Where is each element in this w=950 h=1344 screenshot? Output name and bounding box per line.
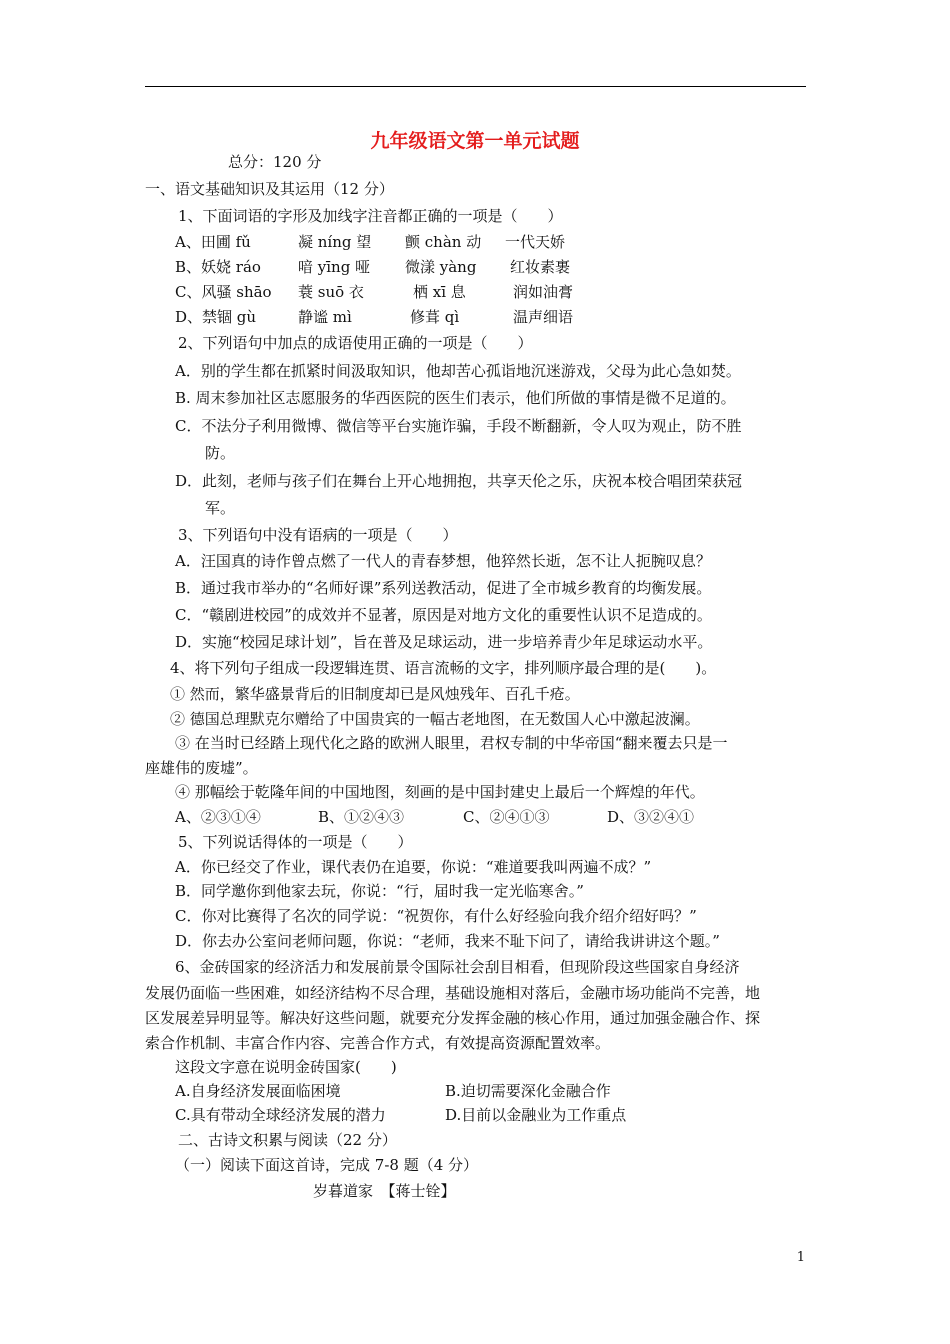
section-1-heading: 一、语文基础知识及其运用（12 分） [145, 180, 394, 198]
q5-a: A．你已经交了作业，课代表仍在追要，你说：“难道要我叫两遍不成？” [175, 858, 652, 876]
q6-passage-4: 索合作机制、丰富合作内容、完善合作方式，有效提高资源配置效率。 [145, 1034, 611, 1052]
q1-c-1: C、风骚 shāo [175, 283, 272, 301]
q2-c-cont: 防。 [205, 444, 236, 462]
q4-option-c: C、②④①③ [463, 808, 550, 826]
q1-d-1: D、禁锢 gù [175, 308, 257, 326]
total-score: 总分：120 分 [228, 153, 322, 171]
q1-a-2: 凝 níng 望 [298, 233, 372, 251]
q3-c: C．“赣剧进校园”的成效并不显著，原因是对地方文化的重要性认识不足造成的。 [175, 606, 712, 624]
q2-stem: 2、下列语句中加点的成语使用正确的一项是（ ） [178, 334, 533, 352]
q6-passage-2: 发展仍面临一些困难，如经济结构不尽合理，基础设施相对落后，金融市场功能尚不完善，地 [145, 984, 761, 1002]
q1-a-3: 颤 chàn 动 [405, 233, 482, 251]
q4-option-a: A、②③①④ [175, 808, 261, 826]
q1-a-1: A、田圃 fǔ [175, 233, 251, 251]
section-2-heading: 二、古诗文积累与阅读（22 分） [178, 1131, 397, 1149]
q3-b: B．通过我市举办的“名师好课”系列送教活动，促进了全市城乡教育的均衡发展。 [175, 579, 712, 597]
q6-stem: 这段文字意在说明金砖国家( ) [175, 1058, 397, 1076]
poem-title: 岁暮道家 【蒋士铨】 [313, 1182, 456, 1200]
q4-sentence-1: ① 然而，繁华盛景背后的旧制度却已是风烛残年、百孔千疮。 [170, 685, 580, 703]
q5-b: B．同学邀你到他家去玩，你说：“行，届时我一定光临寒舍。” [175, 882, 584, 900]
header-rule [145, 86, 806, 87]
q5-c: C．你对比赛得了名次的同学说：“祝贺你，有什么好经验向我介绍介绍好吗？” [175, 907, 697, 925]
q1-b-2: 喑 yīng 哑 [298, 258, 371, 276]
q4-sentence-4: ④ 那幅绘于乾隆年间的中国地图，刻画的是中国封建史上最后一个辉煌的年代。 [175, 783, 705, 801]
q1-b-4: 红妆素裹 [510, 258, 571, 276]
q6-passage-3: 区发展差异明显等。解决好这些问题，就要充分发挥金融的核心作用，通过加强金融合作、探 [145, 1009, 761, 1027]
q6-option-b: B.迫切需要深化金融合作 [445, 1082, 611, 1100]
q6-passage-1: 6、金砖国家的经济活力和发展前景令国际社会刮目相看，但现阶段这些国家自身经济 [175, 958, 740, 976]
q1-d-2: 静谧 mì [298, 308, 352, 326]
q6-option-c: C.具有带动全球经济发展的潜力 [175, 1106, 386, 1124]
q2-d: D．此刻，老师与孩子们在舞台上开心地拥抱，共享天伦之乐，庆祝本校合唱团荣获冠 [175, 472, 743, 490]
q4-option-b: B、①②④③ [318, 808, 405, 826]
q6-option-d: D.目前以金融业为工作重点 [445, 1106, 627, 1124]
page-number: 1 [796, 1250, 805, 1265]
q2-d-cont: 军。 [205, 499, 236, 517]
q1-a-4: 一代天娇 [505, 233, 566, 251]
subsection-1-heading: （一）阅读下面这首诗，完成 7-8 题（4 分） [175, 1156, 479, 1174]
q4-sentence-3-cont: 座雄伟的废墟”。 [145, 759, 258, 777]
q5-stem: 5、下列说话得体的一项是（ ） [178, 833, 413, 851]
q1-stem: 1、下面词语的字形及加线字注音都正确的一项是（ ） [178, 207, 563, 225]
q1-c-4: 润如油膏 [513, 283, 574, 301]
q1-b-3: 微漾 yàng [405, 258, 477, 276]
q1-c-3: 栖 xī 息 [413, 283, 466, 301]
q4-stem: 4、将下列句子组成一段逻辑连贯、语言流畅的文字，排列顺序最合理的是( )。 [170, 659, 717, 677]
q4-sentence-2: ② 德国总理默克尔赠给了中国贵宾的一幅古老地图，在无数国人心中激起波澜。 [170, 710, 700, 728]
q1-d-4: 温声细语 [513, 308, 574, 326]
q3-d: D．实施“校园足球计划”，旨在普及足球运动，进一步培养青少年足球运动水平。 [175, 633, 713, 651]
q6-option-a: A.自身经济发展面临困境 [175, 1082, 341, 1100]
q3-stem: 3、下列语句中没有语病的一项是（ ） [178, 526, 458, 544]
q1-d-3: 修葺 qì [410, 308, 460, 326]
q4-option-d: D、③②④① [607, 808, 695, 826]
q2-b: B. 周末参加社区志愿服务的华西医院的医生们表示，他们所做的事情是微不足道的。 [175, 389, 736, 407]
page-title: 九年级语文第一单元试题 [370, 130, 580, 152]
q2-c: C．不法分子利用微博、微信等平台实施诈骗，手段不断翻新，令人叹为观止，防不胜 [175, 417, 742, 435]
q2-a: A．别的学生都在抓紧时间汲取知识，他却苦心孤诣地沉迷游戏，父母为此心急如焚。 [175, 362, 741, 380]
q5-d: D．你去办公室问老师问题，你说：“老师，我来不耻下问了，请给我讲讲这个题。” [175, 932, 720, 950]
q1-c-2: 蓑 suō 衣 [298, 283, 364, 301]
q3-a: A．汪国真的诗作曾点燃了一代人的青春梦想，他猝然长逝，怎不让人扼腕叹息？ [175, 552, 711, 570]
q1-b-1: B、妖娆 ráo [175, 258, 261, 276]
q4-sentence-3: ③ 在当时已经踏上现代化之路的欧洲人眼里，君权专制的中华帝国“翻来覆去只是一 [175, 734, 728, 752]
